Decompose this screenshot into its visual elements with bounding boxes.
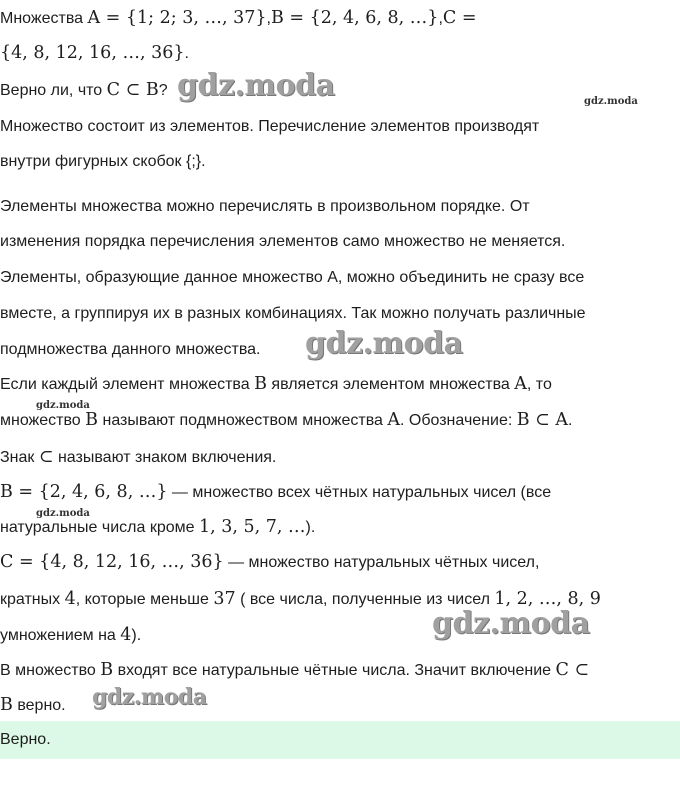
question-mark: ? xyxy=(158,82,168,99)
theory-line-8 xyxy=(0,373,552,396)
watermark-small: gdz.moda xyxy=(36,400,90,411)
set-b-symbol: B xyxy=(254,374,267,394)
solution-line-3 xyxy=(0,551,539,574)
theory-line-7: подмножества данного множества. xyxy=(0,341,261,358)
watermark-logo: gdz.moda xyxy=(92,684,207,710)
theory-line-9 xyxy=(0,409,572,432)
solution-text: входят все натуральные чётные числа. Значит включение xyxy=(113,662,556,679)
solution-line-1 xyxy=(0,481,551,504)
answer-text: Верно. xyxy=(0,731,51,748)
set-a-symbol: A xyxy=(387,410,400,430)
subset-symbol: ⊂ xyxy=(38,447,54,467)
solution-text: В множество xyxy=(0,662,101,679)
numbers-one-to-nine: 1, 2, …, 8, 9 xyxy=(494,589,601,609)
question-text: Верно ли, что xyxy=(0,82,107,99)
solution-line-6 xyxy=(0,659,589,682)
problem-text: Множества xyxy=(0,10,88,27)
set-c-formula: {4, 8, 12, 16, …, 36} xyxy=(0,43,185,63)
solution-text: умножением на xyxy=(0,627,121,644)
theory-text: является элементом множества xyxy=(266,376,515,393)
set-c-label: C = xyxy=(442,8,477,28)
inclusion-formula: C ⊂ xyxy=(555,660,590,680)
solution-text: ( все числа, полученные из чисел xyxy=(235,591,495,608)
subset-notation: B ⊂ A xyxy=(516,410,569,430)
theory-text: Знак xyxy=(0,449,39,466)
problem-line-1 xyxy=(0,7,477,30)
watermark-logo: gdz.moda xyxy=(177,68,335,103)
solution-text: кратных xyxy=(0,591,65,608)
theory-line-2: внутри фигурных скобок {;}. xyxy=(0,153,206,170)
solution-line-5 xyxy=(0,624,141,647)
theory-text: Если каждый элемент множества xyxy=(0,376,255,393)
solution-text: , которые меньше xyxy=(75,591,214,608)
set-b-symbol: B xyxy=(0,695,13,715)
theory-line-5: Элементы, образующие данное множество А, можно объединить не сразу все xyxy=(0,269,585,286)
solution-line-7 xyxy=(0,694,66,717)
number-37: 37 xyxy=(213,589,236,609)
set-a-formula: A = {1; 2; 3, …, 37} xyxy=(87,8,267,28)
watermark-small: gdz.moda xyxy=(584,96,638,107)
number-four: 4 xyxy=(120,625,132,645)
solution-text: натуральные числа кроме xyxy=(0,519,199,536)
separator: , xyxy=(266,10,271,27)
set-a-symbol: A xyxy=(514,374,527,394)
theory-text: называют подмножеством множества xyxy=(98,412,388,429)
solution-line-2 xyxy=(0,516,315,539)
solution-text: верно. xyxy=(12,697,66,714)
separator: , xyxy=(438,10,443,27)
odd-numbers: 1, 3, 5, 7, … xyxy=(198,517,306,537)
theory-line-10 xyxy=(0,446,276,469)
problem-question xyxy=(0,79,168,102)
set-b-symbol: B xyxy=(85,410,99,430)
theory-text: , то xyxy=(526,376,552,393)
set-b-symbol: B xyxy=(100,660,114,680)
watermark-small: gdz.moda xyxy=(36,508,90,519)
watermark-logo: gdz.moda xyxy=(305,326,463,361)
theory-line-6: вместе, а группируя их в разных комбинациях. Так можно получать различные xyxy=(0,305,586,322)
period: . xyxy=(184,45,189,62)
theory-line-4: изменения порядка перечисления элементов само множество не меняется. xyxy=(0,233,566,250)
theory-text: называют знаком включения. xyxy=(53,449,277,466)
set-c-formula: C = {4, 8, 12, 16, …, 36} xyxy=(0,552,224,572)
solution-text: — множество натуральных чётных чисел, xyxy=(223,554,540,571)
theory-text: . xyxy=(568,412,573,429)
watermark-logo: gdz.moda xyxy=(432,606,590,641)
theory-text: множество xyxy=(0,412,86,429)
number-four: 4 xyxy=(64,589,76,609)
solution-text: — множество всех чётных натуральных чисел (все xyxy=(167,484,552,501)
solution-text: ). xyxy=(131,627,142,644)
inclusion-formula: C ⊂ B xyxy=(106,80,159,100)
set-b-formula: B = {2, 4, 6, 8, …} xyxy=(0,482,168,502)
theory-line-1: Множество состоит из элементов. Перечисление элементов производят xyxy=(0,118,540,135)
answer-box xyxy=(0,721,680,759)
set-b-formula: B = {2, 4, 6, 8, …} xyxy=(270,8,439,28)
theory-line-3: Элементы множества можно перечислять в произвольном порядке. От xyxy=(0,198,530,215)
theory-text: . Обозначение: xyxy=(400,412,517,429)
solution-text: ). xyxy=(305,519,316,536)
problem-line-2 xyxy=(0,42,189,65)
